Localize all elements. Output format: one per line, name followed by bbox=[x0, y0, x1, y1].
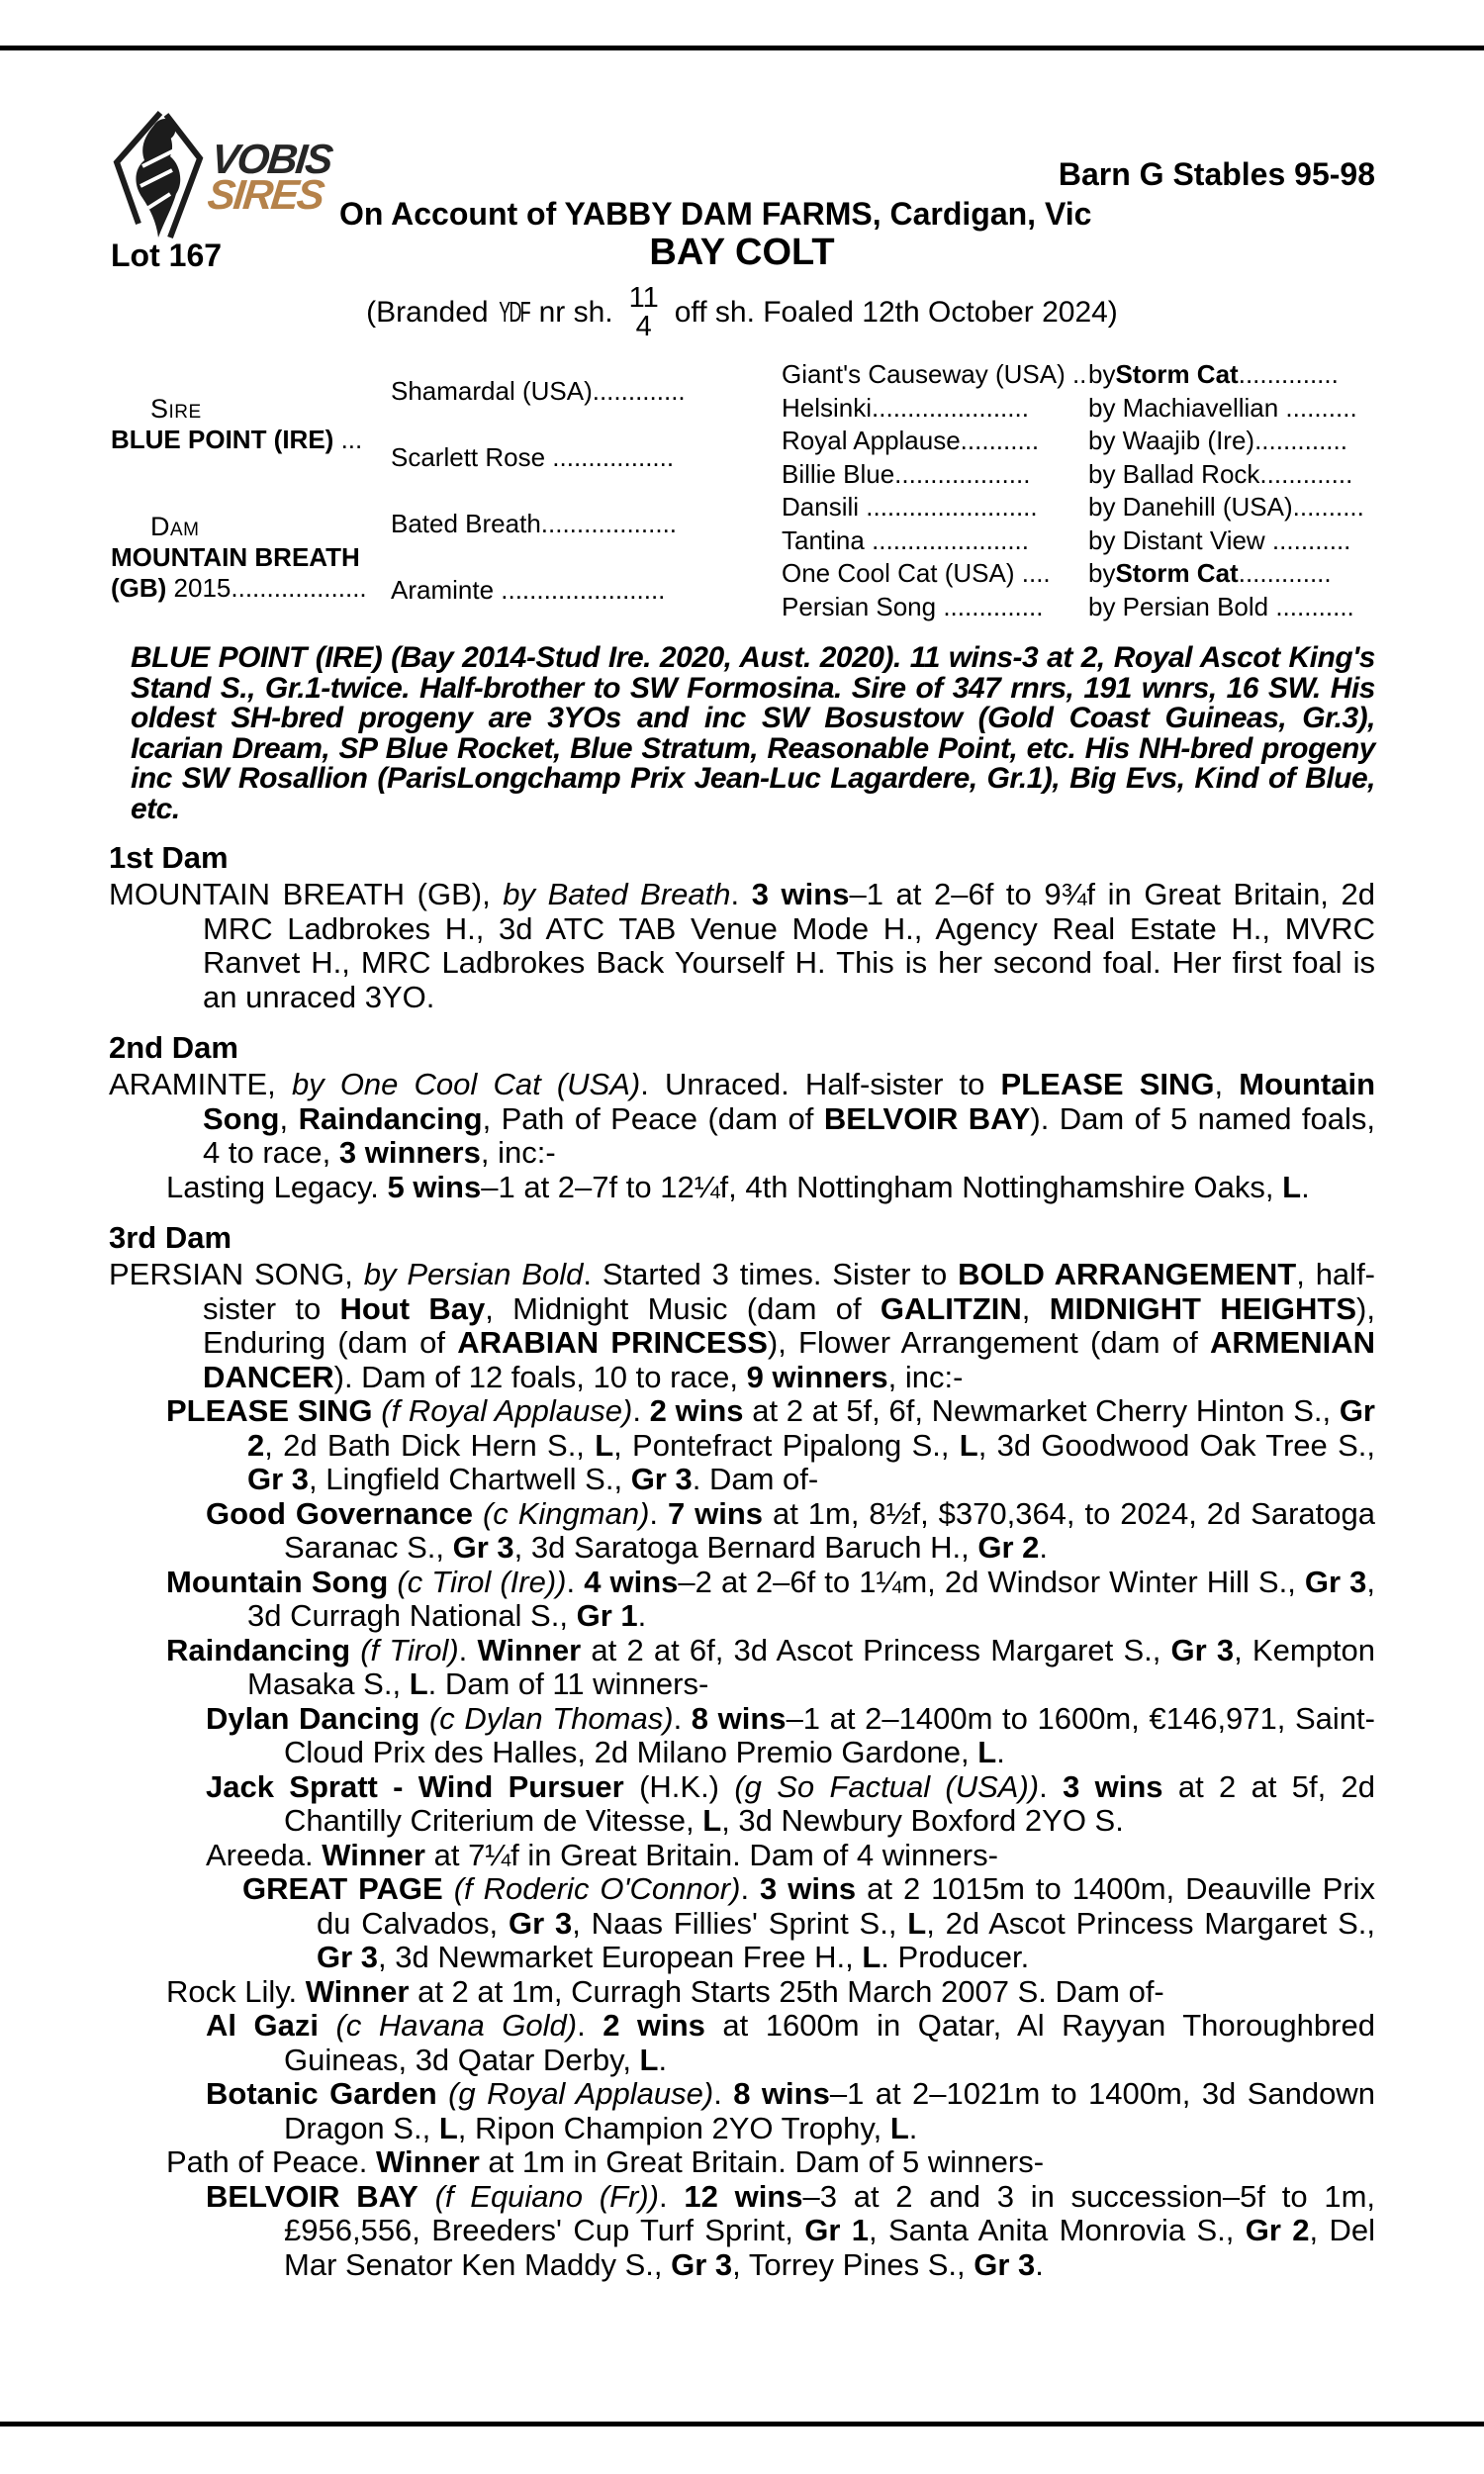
second-dam-heading: 2nd Dam bbox=[109, 1030, 238, 1065]
dam-name: MOUNTAIN BREATH (GB) 2015................... bbox=[111, 541, 367, 603]
sire-label: Sire bbox=[150, 394, 202, 424]
entry-great-page: GREAT PAGE (f Roderic O'Connor). 3 wins at 2 1015m to 1400m, Deauville Prix du Calvados, Gr 3, Naas Fillies' Sprint S., L, 2d Ascot Princess Margaret S., Gr 3, 3d Newmarket European Free H., L. Producer. bbox=[242, 1871, 1376, 1974]
pedigree-gen2-column bbox=[391, 358, 782, 623]
brand-prefix: (Branded bbox=[366, 296, 489, 329]
gen2-dam-of-sire: Scarlett Rose ................. bbox=[391, 442, 675, 472]
gen4-ancestor: by Storm Cat ............. bbox=[1088, 558, 1332, 589]
gen4-ancestor: by Distant View ........... bbox=[1088, 524, 1351, 555]
vendor-account-line: On Account of YABBY DAM FARMS, Cardigan, Vic bbox=[339, 196, 1092, 232]
gen2-sire-of-sire: Shamardal (USA)............. bbox=[391, 376, 686, 406]
entry-belvoir-bay: BELVOIR BAY (f Equiano (Fr)). 12 wins–3 at 2 and 3 in succession–5f to 1m, £956,556, Breeders' Cup Turf Sprint, Gr 1, Santa Anita Monrovia S., Gr 2, Del Mar Senator Ken Maddy S., Gr 3, Torrey Pines S., Gr 3. bbox=[206, 2178, 1376, 2282]
gen4-ancestor: by Ballad Rock............. bbox=[1088, 458, 1353, 489]
brand-number-bottom: 4 bbox=[635, 311, 652, 342]
entry-mountain-song: Mountain Song (c Tirol (Ire)). 4 wins–2 at 2–6f to 1¼m, 2d Windsor Winter Hill S., Gr 3, 3d Curragh National S., Gr 1. bbox=[166, 1564, 1376, 1633]
gen4-ancestor: by Danehill (USA).......... bbox=[1088, 492, 1364, 523]
brand-mark: YDF bbox=[498, 296, 529, 329]
gen4-ancestor: by Persian Bold ........... bbox=[1088, 591, 1354, 621]
brand-suffix: off sh. Foaled 12th October 2024) bbox=[674, 296, 1118, 329]
third-dam-heading: 3rd Dam bbox=[109, 1220, 232, 1255]
logo-word-vobis: VOBIS bbox=[209, 135, 334, 182]
sire-description: BLUE POINT (IRE) (Bay 2014-Stud Ire. 2020, Aust. 2020). 11 wins-3 at 2, Royal Ascot King's Stand S., Gr.1-twice. Half-brother to SW Formosina. Sire of 347 rnrs, 191 wnrs, 16 SW. His oldest SH-bred progeny are 3YOs and inc SW Bosustow (Gold Coast Guineas, Gr.3), Icarian Dream, SP Blue Rocket, Blue Stratum, Reasonable Point, etc. His NH-bred progeny inc SW Rosallion (ParisLongchamp Prix Jean-Luc Lagardere, Gr.1), Big Evs, Kind of Blue, etc. bbox=[131, 641, 1375, 825]
gen3-ancestor: Billie Blue................... bbox=[782, 458, 1031, 489]
barn-allocation: Barn G Stables 95-98 bbox=[1058, 156, 1375, 192]
pedigree-table bbox=[109, 358, 1375, 623]
sire-name: BLUE POINT (IRE) ... bbox=[111, 425, 363, 454]
horse-jockey-emblem-icon bbox=[109, 107, 208, 247]
dam-block bbox=[109, 491, 391, 623]
entry-please-sing: PLEASE SING (f Royal Applause). 2 wins at 2 at 5f, 6f, Newmarket Cherry Hinton S., Gr 2, 2d Bath Dick Hern S., L, Pontefract Pipalong S., L, 3d Goodwood Oak Tree S., Gr 3, Lingfield Chartwell S., Gr 3. Dam of- bbox=[166, 1393, 1375, 1496]
brand-number-top: 11 bbox=[628, 282, 659, 314]
entry-araminte: ARAMINTE, by One Cool Cat (USA). Unraced. Half-sister to PLEASE SING, Mountain Song, Raindancing, Path of Peace (dam of BELVOIR BAY). Dam of 5 named foals, 4 to race, 3 winners, inc:- bbox=[109, 1067, 1376, 1170]
page-title: BAY COLT bbox=[649, 232, 835, 273]
gen3-ancestor: Tantina ...................... bbox=[782, 524, 1029, 555]
pedigree-gen4-column bbox=[1088, 358, 1375, 623]
lot-number: Lot 167 bbox=[111, 238, 223, 273]
pedigree-gen3-column bbox=[782, 358, 1088, 623]
entry-mountain-breath: MOUNTAIN BREATH (GB), by Bated Breath. 3 wins–1 at 2–6f to 9¾f in Great Britain, 2d MRC Ladbrokes H., 3d ATC TAB Venue Mode H., Agency Real Estate H., MVRC Ranvet H., MRC Ladbrokes Back Yourself H. This is her second foal. Her first foal is an unraced 3YO. bbox=[109, 877, 1375, 1014]
gen3-ancestor: Helsinki...................... bbox=[782, 392, 1029, 423]
gen4-ancestor: by Machiavellian .......... bbox=[1088, 392, 1357, 423]
bottom-rule bbox=[0, 2422, 1484, 2426]
first-dam-heading: 1st Dam bbox=[109, 840, 229, 875]
gen3-ancestor: Dansili ........................ bbox=[782, 492, 1038, 523]
gen3-ancestor: Royal Applause........... bbox=[782, 426, 1040, 456]
gen2-sire-of-dam: Bated Breath................... bbox=[391, 509, 678, 538]
gen3-ancestor: One Cool Cat (USA) .... bbox=[782, 558, 1051, 589]
vobis-sires-logo bbox=[109, 105, 334, 248]
entry-rock-lily: Rock Lily. Winner at 2 at 1m, Curragh Starts 25th March 2007 S. Dam of- bbox=[166, 1973, 1164, 2009]
dam-sections bbox=[109, 840, 1375, 2282]
gen3-ancestor: Persian Song .............. bbox=[782, 591, 1044, 621]
entry-dylan-dancing: Dylan Dancing (c Dylan Thomas). 8 wins–1 at 2–1400m to 1600m, €146,971, Saint-Cloud Prix des Halles, 2d Milano Premio Gardone, L. bbox=[206, 1700, 1375, 1769]
gen2-dam-of-dam: Araminte ....................... bbox=[391, 575, 666, 605]
gen4-ancestor: by Storm Cat .............. bbox=[1088, 359, 1339, 390]
gen4-ancestor: by Waajib (Ire)............. bbox=[1088, 426, 1347, 456]
dam-label: Dam bbox=[150, 511, 200, 541]
brand-and-foaling-line bbox=[109, 273, 1375, 352]
gen3-ancestor: Giant's Causeway (USA) .. bbox=[782, 359, 1087, 390]
brand-number-fraction bbox=[629, 284, 659, 341]
entry-al-gazi: Al Gazi (c Havana Gold). 2 wins at 1600m in Qatar, Al Rayyan Thoroughbred Guineas, 3d Qatar Derby, L. bbox=[206, 2008, 1375, 2077]
entry-lasting-legacy: Lasting Legacy. 5 wins–1 at 2–7f to 12¼f, 4th Nottingham Nottinghamshire Oaks, L. bbox=[166, 1169, 1310, 1204]
entry-good-governance: Good Governance (c Kingman). 7 wins at 1m, 8½f, $370,364, to 2024, 2d Saratoga Saranac S., Gr 3, 3d Saratoga Bernard Baruch H., Gr 2. bbox=[206, 1495, 1375, 1565]
entry-areeda: Areeda. Winner at 7¼f in Great Britain. Dam of 4 winners- bbox=[206, 1837, 998, 1872]
pedigree-gen1-column bbox=[109, 358, 391, 623]
entry-path-of-peace: Path of Peace. Winner at 1m in Great Britain. Dam of 5 winners- bbox=[166, 2144, 1045, 2179]
entry-raindancing: Raindancing (f Tirol). Winner at 2 at 6f, 3d Ascot Princess Margaret S., Gr 3, Kempton Masaka S., L. Dam of 11 winners- bbox=[166, 1632, 1376, 1701]
logo-wordmark bbox=[205, 135, 334, 218]
entry-botanic-garden: Botanic Garden (g Royal Applause). 8 wins–1 at 2–1021m to 1400m, 3d Sandown Dragon S., L, Ripon Champion 2YO Trophy, L. bbox=[206, 2076, 1375, 2145]
brand-near-shoulder: nr sh. bbox=[538, 296, 613, 329]
entry-persian-song: PERSIAN SONG, by Persian Bold. Started 3 times. Sister to BOLD ARRANGEMENT, half-sister to Hout Bay, Midnight Music (dam of GALITZIN, MIDNIGHT HEIGHTS), Enduring (dam of ARABIAN PRINCESS), Flower Arrangement (dam of ARMENIAN DANCER). Dam of 12 foals, 10 to race, 9 winners, inc:- bbox=[109, 1257, 1376, 1394]
sire-block bbox=[109, 358, 391, 491]
entry-jack-spratt: Jack Spratt - Wind Pursuer (H.K.) (g So Factual (USA)). 3 wins at 2 at 5f, 2d Chantilly Criterium de Vitesse, L, 3d Newbury Boxford 2YO S. bbox=[206, 1768, 1375, 1838]
header bbox=[109, 0, 1375, 358]
logo-word-sires: SIRES bbox=[205, 170, 325, 218]
